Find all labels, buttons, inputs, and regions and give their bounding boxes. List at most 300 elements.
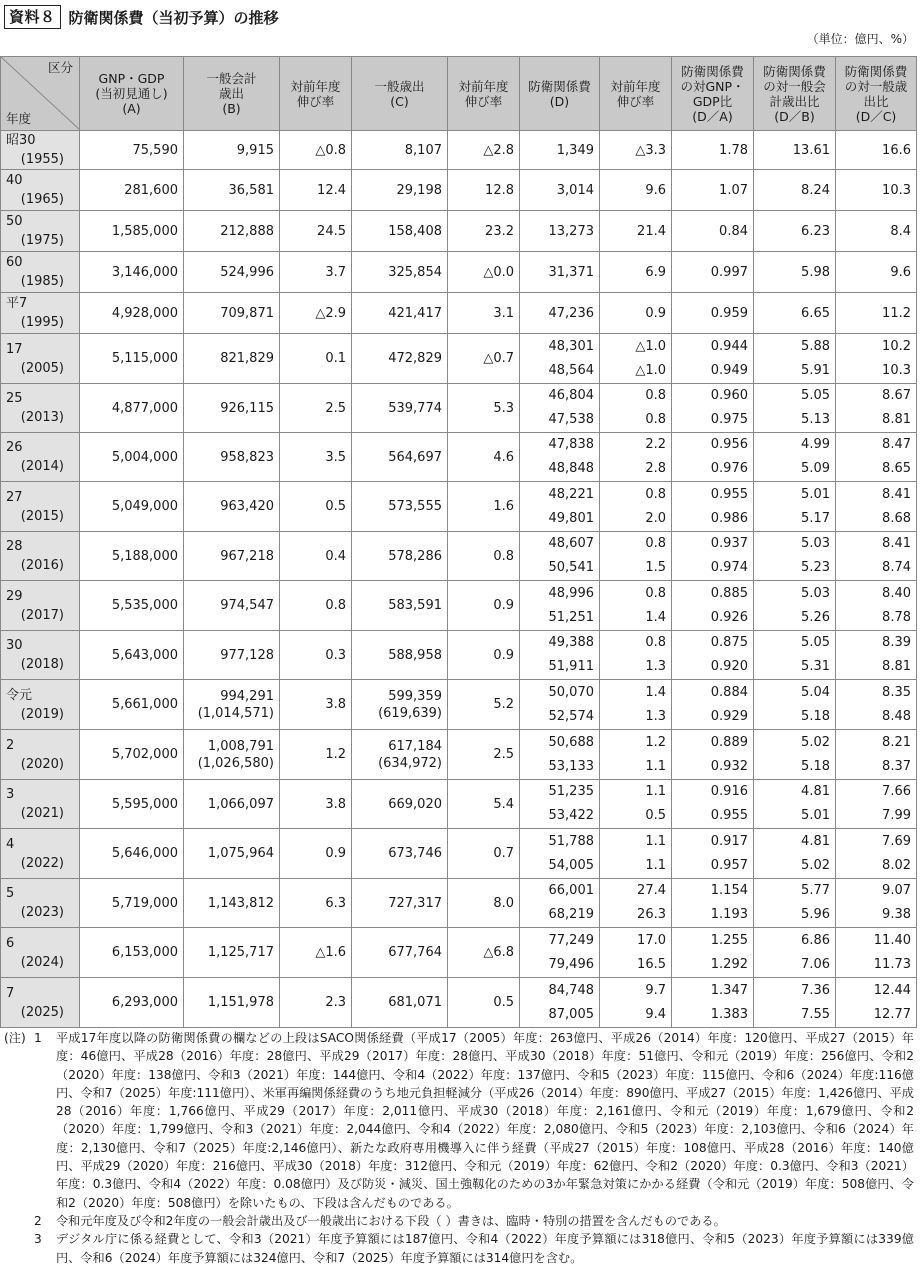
value-ratio-ge: 8.21 [882,734,911,750]
cell-gdp [80,780,184,829]
value-ratio-gdp: 0.889 [710,734,748,750]
value-ratio-gdp: 0.959 [710,305,748,321]
value-gdp: 281,600 [124,182,178,198]
year-western: (2016) [20,558,64,573]
col-header-line: (当初見通し) [95,86,168,101]
value-ratio-ge-lower: 8.37 [882,758,911,774]
cell-ga-growth [280,384,352,433]
col-header-ge-growth [448,57,520,131]
value-defense-growth-lower: 2.8 [645,461,666,476]
note-3 [4,1230,914,1267]
year-era: 40 [6,173,23,188]
value-general-account: 958,823 [220,449,274,465]
cell-defense-growth [600,581,672,631]
cell-defense [520,581,600,631]
cell-defense [520,293,600,334]
cell-gdp [80,928,184,978]
cell-ga-growth [280,978,352,1028]
value-ge-growth: 0.9 [493,647,514,663]
cell-ga-growth [280,680,352,730]
corner-nendo: 年度 [6,111,32,126]
value-defense-growth: 21.4 [637,223,666,239]
cell-gdp [80,829,184,879]
year-cell [1,978,80,1028]
value-general-account: 926,115 [220,400,274,416]
value-gdp: 6,293,000 [111,995,178,1010]
value-ratio-ge: 10.2 [882,338,911,354]
year-western: (2019) [20,706,64,722]
value-ratio-gdp-lower: 0.974 [710,560,748,575]
cell-ratio-gdp [672,532,754,581]
cell-ratio-gdp [672,482,754,532]
value-ratio-gdp: 1.154 [710,883,748,898]
cell-ge-growth [448,780,520,829]
year-cell [1,680,80,730]
cell-general-expenditure [352,532,448,581]
cell-defense-growth [600,482,672,532]
document-label: 資料８ [4,5,61,29]
cell-general-account [184,978,280,1028]
value-defense: 48,301 [548,338,594,354]
value-general-account: 1,075,964 [207,846,274,861]
year-western: (1995) [20,315,64,330]
cell-ratio-gdp [672,293,754,334]
value-ga-growth: 0.8 [325,598,346,613]
year-western: (2018) [20,657,64,672]
value-defense-growth-lower: 1.5 [645,560,666,575]
cell-ratio-ga [754,829,836,879]
cell-ge-growth [448,334,520,384]
value-defense-growth: 0.8 [645,486,666,502]
cell-general-account [184,334,280,384]
cell-ratio-gdp [672,631,754,680]
cell-ratio-ge [836,211,917,252]
cell-defense-growth [600,978,672,1028]
note-2 [4,1212,914,1230]
value-ratio-ga: 5.05 [801,388,830,403]
value-defense: 77,249 [548,932,594,948]
value-ratio-ge: 11.40 [873,932,911,948]
value-ratio-ga-lower: 5.26 [801,609,830,625]
year-cell [1,532,80,581]
value-ga-growth: 0.5 [325,499,346,514]
cell-defense [520,211,600,252]
value-defense-growth-lower: 1.1 [645,857,666,873]
value-ratio-ge-lower: 8.81 [882,412,911,427]
value-defense-growth: 1.1 [645,784,666,799]
table-row [1,433,917,482]
value-general-account: 977,128 [220,647,274,663]
cell-general-expenditure [352,730,448,780]
col-header-ga-growth [280,57,352,131]
table-row [1,293,917,334]
col-header-line: 計歳出比 [769,93,820,109]
value-ratio-gdp: 0.955 [710,486,748,502]
cell-ratio-ge [836,631,917,680]
cell-ratio-gdp [672,131,754,170]
cell-gdp [80,581,184,631]
table-row [1,928,917,978]
value-defense: 50,070 [548,684,594,700]
value-ratio-gdp: 0.997 [710,264,748,280]
cell-gdp [80,879,184,928]
year-era: 27 [6,489,23,505]
value-ga-growth: 3.7 [325,264,346,280]
value-ga-growth: 1.2 [325,747,346,762]
col-header-line: の対GNP・ [680,78,745,94]
value-gdp: 5,595,000 [111,796,178,812]
cell-gdp [80,680,184,730]
value-defense-growth-lower: 1.3 [645,659,666,674]
cell-ratio-ge [836,384,917,433]
value-ratio-gdp-lower: 0.929 [710,708,748,724]
table-row [1,211,917,252]
value-ratio-ga: 4.81 [801,833,830,849]
value-gdp: 4,877,000 [111,400,178,416]
year-western: (1965) [20,192,64,207]
cell-defense [520,978,600,1028]
col-header-ratio-ga [754,57,836,131]
document-title: 防衛関係費（当初予算）の推移 [68,8,279,27]
value-ratio-ga-lower: 5.01 [801,808,830,823]
value-ga-growth: 12.4 [317,182,346,198]
cell-ratio-gdp [672,384,754,433]
cell-ga-growth [280,482,352,532]
table-body [1,131,917,1028]
value-general-expenditure: 681,071 [388,995,442,1010]
value-general-account: 36,581 [228,182,274,198]
col-header-defense-growth [600,57,672,131]
cell-ge-growth [448,730,520,780]
value-ratio-ge-lower: 8.81 [882,659,911,674]
year-cell [1,482,80,532]
cell-defense-growth [600,252,672,293]
year-era: 昭30 [6,133,36,148]
value-defense-growth: 1.4 [645,684,666,700]
value-ratio-ga-lower: 5.17 [801,510,830,526]
cell-ratio-ga [754,334,836,384]
table-row [1,131,917,170]
value-general-expenditure-special: (634,972) [378,755,442,771]
cell-general-account [184,680,280,730]
cell-ratio-ga [754,879,836,928]
value-ratio-gdp: 0.944 [710,338,748,354]
value-general-account-special: (1,026,580) [197,755,274,771]
cell-ga-growth [280,252,352,293]
value-general-account: 963,420 [220,499,274,514]
cell-general-account [184,879,280,928]
year-era: 令元 [6,687,33,703]
value-ratio-ga: 5.98 [801,264,830,280]
value-ratio-ga-lower: 5.18 [801,708,830,724]
col-header-line: 伸び率 [464,93,503,109]
cell-general-account [184,780,280,829]
cell-ratio-ga [754,131,836,170]
value-ratio-gdp-lower: 0.986 [710,510,748,526]
value-ratio-gdp-lower: 0.920 [710,659,748,674]
year-era: 4 [6,836,15,852]
cell-ratio-ge [836,581,917,631]
cell-general-expenditure [352,829,448,879]
cell-ratio-ge [836,829,917,879]
cell-ratio-ga [754,730,836,780]
value-ratio-gdp: 0.916 [710,784,748,799]
year-cell [1,131,80,170]
value-gdp: 4,928,000 [111,305,178,321]
value-general-expenditure: 583,591 [388,598,442,613]
cell-ratio-gdp [672,252,754,293]
cell-ratio-ga [754,532,836,581]
year-era: 2 [6,737,15,753]
cell-ratio-ga [754,433,836,482]
value-defense: 49,388 [548,635,594,650]
value-ratio-ga: 8.24 [801,182,830,198]
value-ratio-gdp-lower: 0.949 [710,362,748,378]
value-ratio-ga: 7.36 [801,982,830,998]
value-ge-growth: 5.3 [493,400,514,416]
year-cell [1,334,80,384]
cell-ratio-ga [754,680,836,730]
value-general-expenditure: 472,829 [388,351,442,366]
value-ratio-ge: 8.41 [882,536,911,551]
cell-ratio-ga [754,928,836,978]
year-era: 17 [6,341,23,357]
year-cell [1,170,80,211]
value-ratio-ga-lower: 5.23 [801,560,830,575]
note-number: 1 [34,1031,42,1045]
value-defense: 66,001 [548,883,594,898]
cell-defense-growth [600,631,672,680]
cell-ratio-gdp [672,581,754,631]
value-ratio-ga: 4.81 [801,784,830,799]
value-ratio-ge: 12.44 [873,982,911,998]
value-defense-lower: 51,251 [548,609,594,625]
col-header-line: (C) [390,93,409,109]
year-western: (2013) [20,410,64,425]
cell-defense [520,680,600,730]
year-cell [1,730,80,780]
value-ga-growth: 3.8 [325,796,346,812]
cell-defense [520,482,600,532]
cell-defense [520,780,600,829]
value-general-account: 821,829 [220,351,274,366]
cell-ga-growth [280,780,352,829]
year-era: 平7 [6,296,28,311]
notes [4,1029,914,1267]
year-cell [1,879,80,928]
table-row [1,631,917,680]
value-ge-growth: 23.2 [485,223,514,239]
value-ratio-gdp: 1.347 [710,982,748,998]
value-ratio-ge-lower: 12.77 [873,1006,911,1022]
value-ratio-ga-lower: 5.13 [801,412,830,427]
cell-ge-growth [448,879,520,928]
year-cell [1,581,80,631]
value-ratio-ge: 8.41 [882,486,911,502]
year-cell [1,829,80,879]
year-cell [1,780,80,829]
note-1 [4,1029,914,1212]
value-ga-growth: 0.9 [325,846,346,861]
cell-defense-growth [600,928,672,978]
value-defense-growth-lower: 1.4 [645,609,666,625]
value-defense-growth: △3.3 [635,142,666,158]
value-ratio-gdp-lower: 1.292 [710,956,748,972]
col-header-gdp [80,57,184,131]
value-gdp: 5,115,000 [111,351,178,366]
value-ratio-ge: 8.4 [890,223,911,239]
value-defense-growth-lower: 1.1 [645,758,666,774]
value-defense-lower: 51,911 [548,659,594,674]
cell-gdp [80,384,184,433]
cell-defense-growth [600,384,672,433]
value-defense-growth-lower: 16.5 [637,956,666,972]
cell-ge-growth [448,928,520,978]
year-western: (1955) [20,152,64,167]
value-gdp: 5,535,000 [111,598,178,613]
cell-ratio-ga [754,384,836,433]
col-header-line: GDP比 [692,93,733,109]
value-ratio-gdp: 0.960 [710,388,748,403]
value-defense-lower: 50,541 [548,560,594,575]
year-cell [1,928,80,978]
cell-defense [520,631,600,680]
cell-ratio-ga [754,978,836,1028]
year-western: (2005) [20,360,64,376]
year-western: (2025) [20,1004,64,1020]
cell-general-expenditure [352,928,448,978]
value-general-account: 1,125,717 [207,945,274,960]
value-ratio-ge-lower: 9.38 [882,907,911,922]
table-row [1,532,917,581]
note-number: 2 [34,1213,42,1228]
cell-defense-growth [600,829,672,879]
value-defense-growth-lower: 2.0 [645,510,666,526]
cell-defense [520,730,600,780]
table-row [1,252,917,293]
cell-ga-growth [280,928,352,978]
year-cell [1,631,80,680]
cell-general-expenditure [352,879,448,928]
value-ge-growth: 0.8 [493,548,514,564]
value-ratio-gdp-lower: 1.193 [710,907,748,922]
value-ratio-ga-lower: 5.31 [801,659,830,674]
col-header-line: の対一般会 [763,78,826,94]
col-header-line: 伸び率 [296,93,335,109]
cell-defense [520,532,600,581]
value-ratio-gdp-lower: 0.926 [710,609,748,625]
corner-header [1,57,80,131]
unit-label: （単位：億円、%） [806,32,914,46]
value-general-account: 967,218 [220,548,274,564]
value-ratio-ga: 5.88 [801,338,830,354]
cell-ge-growth [448,293,520,334]
value-defense: 47,838 [548,437,594,452]
note-text: 平成17年度以降の防衛関係費の欄などの上段はSACO関係経費（平成17（2005）年度：263億円、平成26（2014）年度：120億円、平成27（2015）年度：46億円、平成28（2016）年度：28億円、平成29（2017）年度：28億円、平成30（2018）年度：51億円、令和元（2019）年度：256億円、令和2（2020）年度：138億円、令和3（2021）年度：144億円、令和4（2022）年度：137億円、令和5（2023）年度：115億円、令和6（2024）年度:116億円、令和7（2025）年度:111億円）、米軍再編関係経費のうち地元負担軽減分（平成26（2014）年度：890億円、平成27（2015）年度：1,426億円、平成28（2016）年度：1,766億円、平成29（2017）年度：2,011億円、平成30（2018）年度：2,161億円、令和元（2019）年度：1,679億円、令和2（2020）年度：1,799億円、令和3（2021）年度：2,044億円、令和4（2022）年度：2,080億円、令和5（2023）年度：2,103億円、令和6（2024）年度：2,130億円、令和7（2025）年度:2,146億円）、新たな政府専用機導入に伴う経費（平成27（2015）年度：108億円、平成28（2016）年度：140億円、平成29（2020）年度：216億円、平成30（2018）年度：312億円、令和元（2019）年度：62億円、令和2（2020）年度：0.3億円、令和3（2021）年度：0.3億円、令和4（2022）年度：0.08億円）及び防災・減災、国土強靱化のための3か年緊急対策にかかる経費（令和元（2019）年度：508億円、令和2（2020）年度：508億円）を除いたもの、下段は含んだものである。 [56,1031,914,1210]
cell-ratio-gdp [672,334,754,384]
col-header-line: 伸び率 [616,93,655,109]
title-row [4,4,279,30]
cell-ga-growth [280,293,352,334]
col-header-line: (D／C) [855,108,897,124]
value-defense: 51,235 [548,784,594,799]
value-defense: 1,349 [556,142,594,158]
value-general-expenditure: 727,317 [388,895,442,911]
value-ratio-ga: 5.77 [801,883,830,898]
year-era: 29 [6,588,23,604]
cell-general-account [184,482,280,532]
cell-defense-growth [600,433,672,482]
note-text: 令和元年度及び令和2年度の一般会計歳出及び一般歳出における下段（ ）書きは、臨時・特別の措置を含んだものである。 [56,1213,726,1228]
col-header-ratio-ge [836,57,917,131]
table-row [1,384,917,433]
value-defense-growth: 0.8 [645,635,666,650]
table-row [1,780,917,829]
value-ge-growth: 2.5 [493,747,514,762]
value-ratio-ge-lower: 7.99 [882,808,911,823]
cell-defense [520,252,600,293]
year-era: 28 [6,539,23,554]
value-ge-growth: △2.8 [483,142,514,158]
value-defense-growth-lower: 0.8 [645,412,666,427]
value-ratio-gdp: 1.78 [719,142,748,158]
value-defense-growth: 2.2 [645,437,666,452]
cell-general-expenditure [352,293,448,334]
cell-defense-growth [600,532,672,581]
year-cell [1,433,80,482]
cell-general-account [184,384,280,433]
table-row [1,829,917,879]
value-gdp: 5,646,000 [111,846,178,861]
cell-ratio-gdp [672,928,754,978]
cell-ratio-ga [754,211,836,252]
col-header-line: 一般歳出 [374,78,425,94]
cell-ga-growth [280,829,352,879]
cell-ratio-gdp [672,829,754,879]
value-ratio-ga-lower: 7.06 [801,956,830,972]
value-ge-growth: 12.8 [485,182,514,198]
value-general-account: 212,888 [220,223,274,239]
col-header-line: 防衛関係費 [681,63,744,79]
col-header-ratio-gdp [672,57,754,131]
value-ratio-gdp: 1.255 [710,932,748,948]
value-defense-growth-lower: 1.3 [645,708,666,724]
value-general-expenditure: 673,746 [388,846,442,861]
cell-ga-growth [280,879,352,928]
cell-general-expenditure [352,170,448,211]
cell-general-account [184,581,280,631]
cell-defense-growth [600,680,672,730]
cell-defense-growth [600,334,672,384]
value-ratio-gdp-lower: 0.957 [710,857,748,873]
value-ratio-ga: 6.86 [801,932,830,948]
table-row [1,581,917,631]
col-header-general-account [184,57,280,131]
value-ge-growth: △0.7 [483,351,514,366]
year-era: 3 [6,787,15,802]
table-row [1,170,917,211]
cell-defense [520,170,600,211]
cell-general-account [184,170,280,211]
col-header-line: 防衛関係費 [763,63,826,79]
cell-ratio-ga [754,780,836,829]
cell-ratio-ge [836,170,917,211]
cell-ratio-gdp [672,211,754,252]
value-ratio-ga-lower: 7.55 [801,1006,830,1022]
value-ratio-ga: 5.03 [801,585,830,601]
value-defense-lower: 87,005 [548,1006,594,1022]
value-ge-growth: △0.0 [483,264,514,280]
